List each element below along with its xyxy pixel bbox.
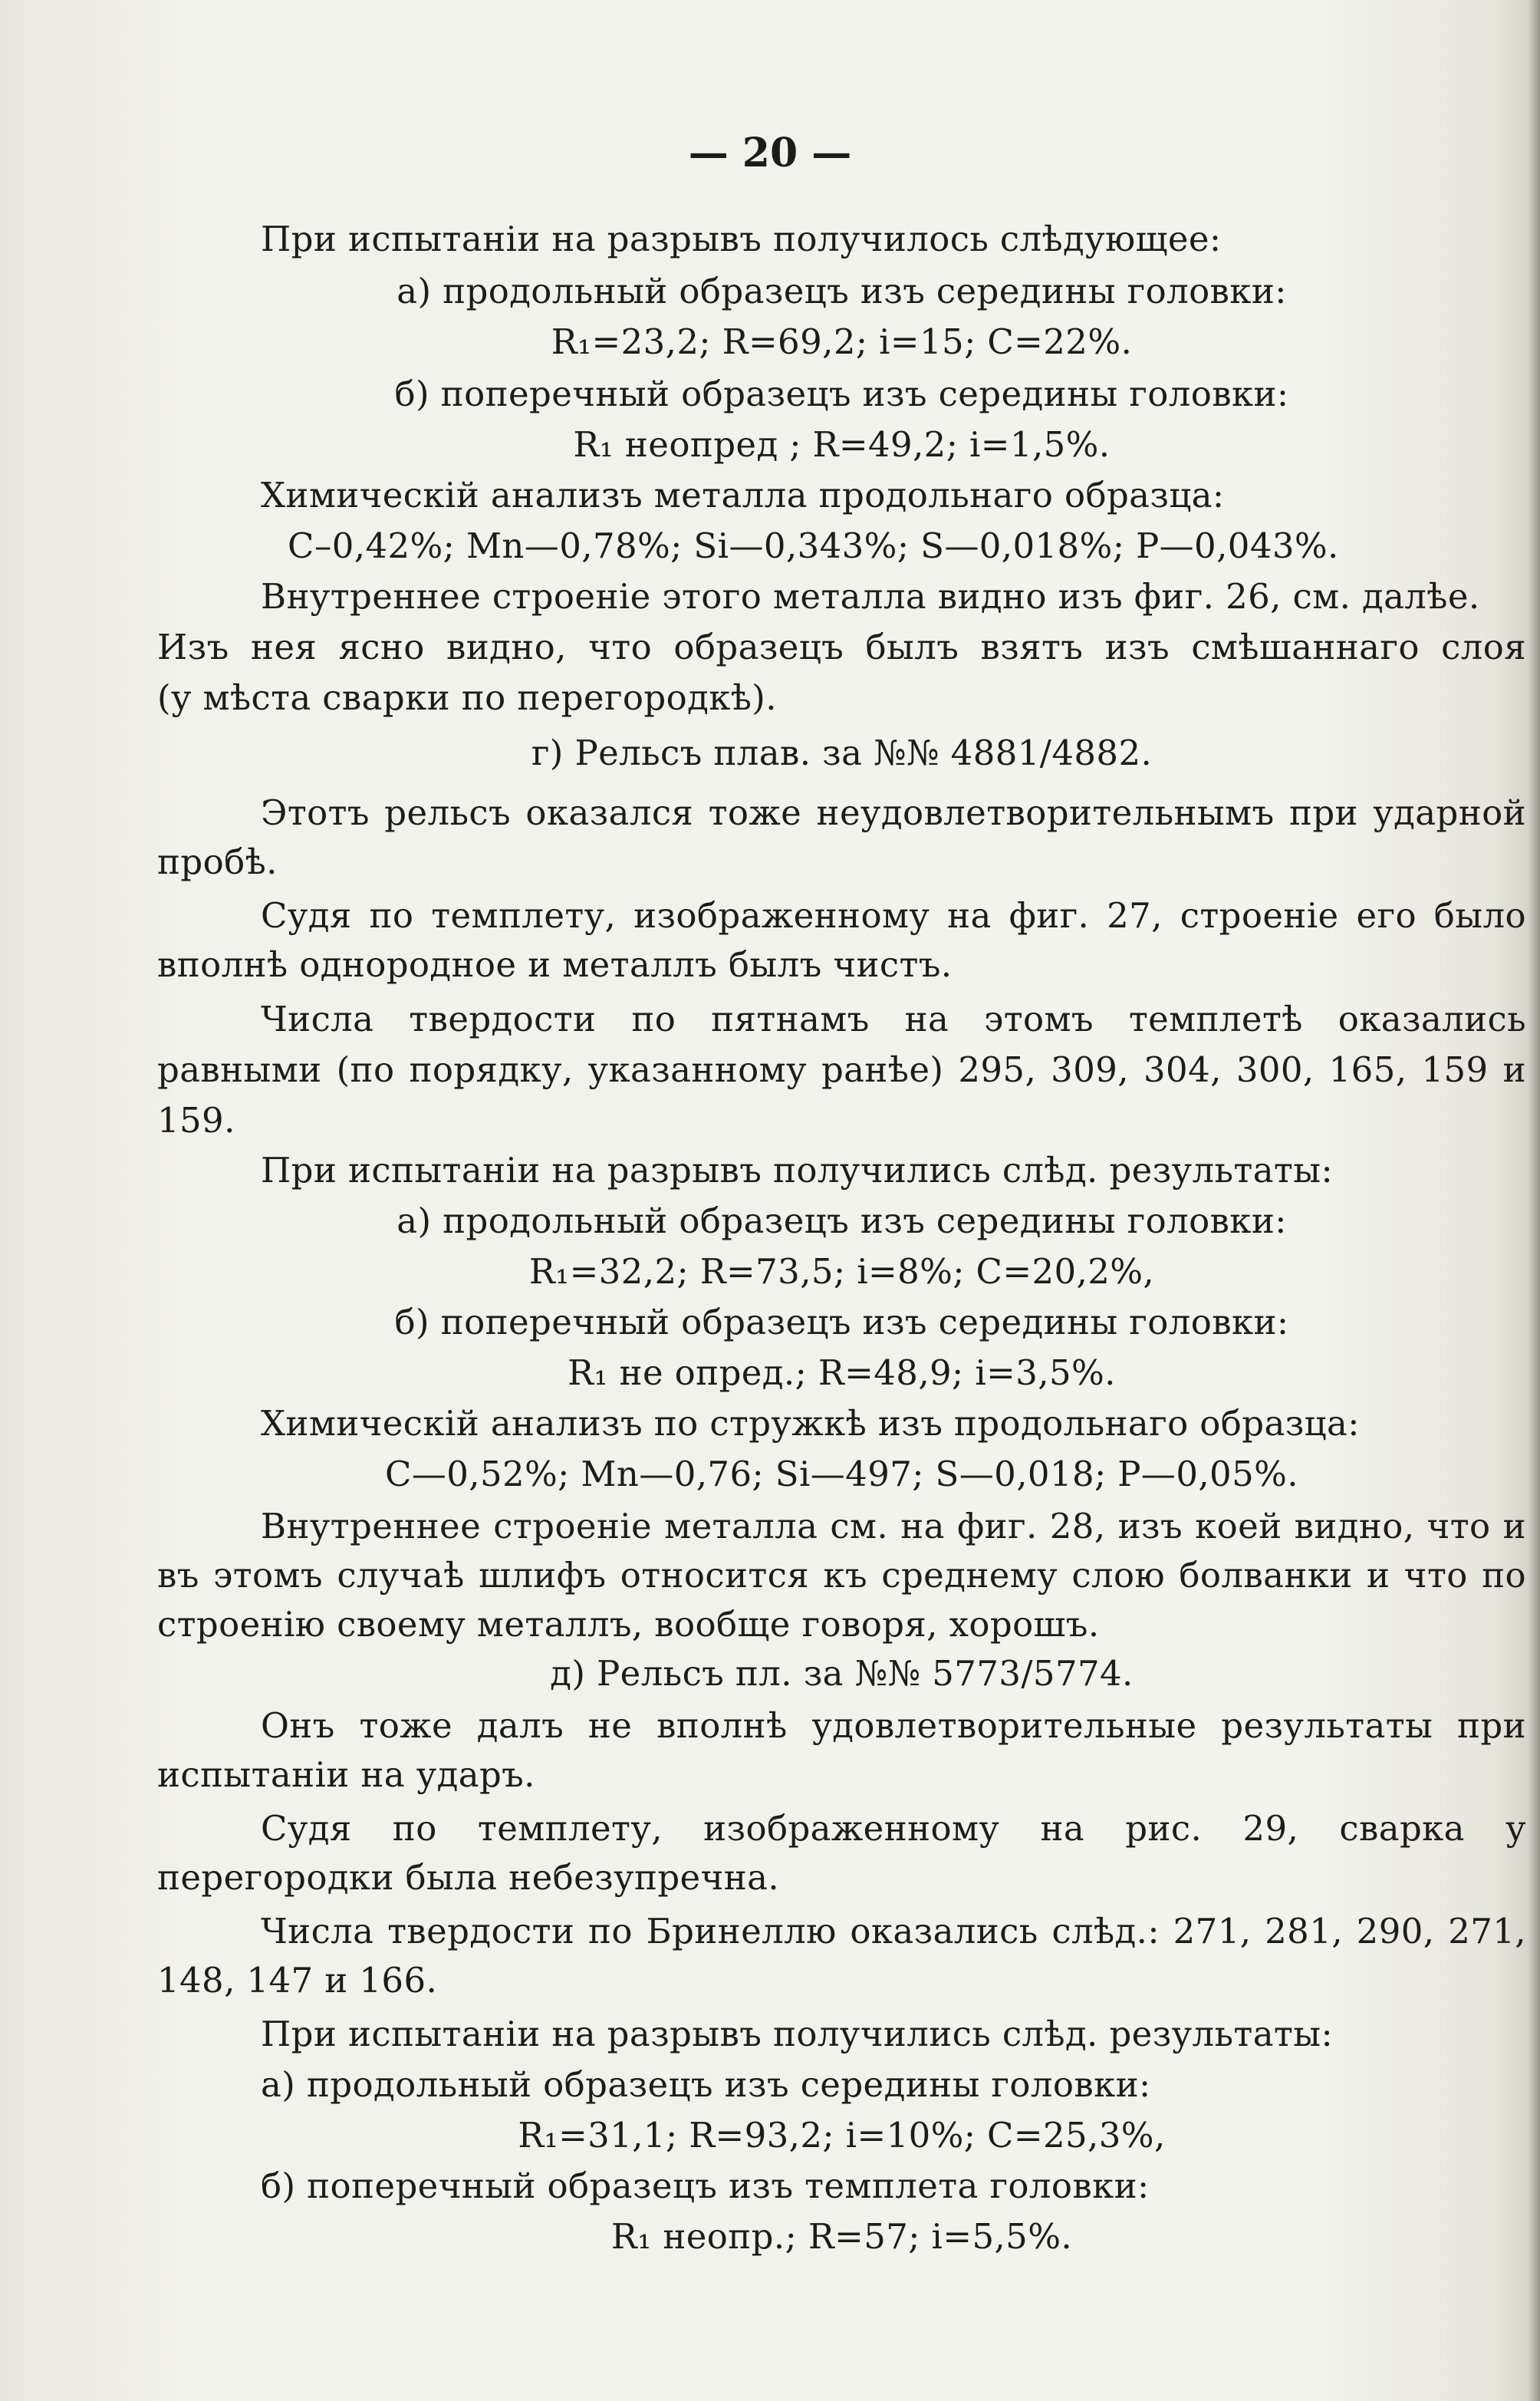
formula-line: R₁ неопр.; R=57; i=5,5%. (610, 2216, 1073, 2257)
formula-line: R₁=31,1; R=93,2; i=10%; C=25,3%, (518, 2115, 1166, 2156)
paragraph: Этотъ рельсъ оказался тоже неудовлетворительнымъ при ударной пробѣ. (157, 792, 1526, 882)
paragraph: Числа твердости по Бринеллю оказались слѣд.: 271, 281, 290, 271, 148, 147 и 166. (157, 1911, 1526, 2001)
formula-line: R₁=32,2; R=73,5; i=8%; C=20,2%, (528, 1251, 1155, 1292)
text-line: а) продольный образецъ изъ середины головки: (397, 1200, 1287, 1241)
text-line: (у мѣста сварки по перегородкѣ). (157, 677, 777, 718)
text-line: При испытаніи на разрывъ получились слѣд. результаты: (261, 1150, 1334, 1191)
paragraph: Онъ тоже далъ не вполнѣ удовлетворительные результаты при испытаніи на ударъ. (157, 1705, 1526, 1795)
text-line: а) продольный образецъ изъ середины головки: (261, 2064, 1151, 2105)
text-line: б) поперечный образецъ изъ темплета головки: (261, 2166, 1150, 2206)
text-line: б) поперечный образецъ изъ середины головки: (394, 1302, 1289, 1342)
formula-line: C–0,42%; Mn—0,78%; Si—0,343%; S—0,018%; P—0,043%. (288, 525, 1339, 566)
text-line: Химическій анализъ металла продольнаго образца: (261, 475, 1225, 515)
paragraph: Внутреннее строеніе металла см. на фиг. 28, изъ коей видно, что и въ этомъ случаѣ шлифъ относится къ среднему слою болванки и что по строенію своему металлъ, вообще говоря, хорошъ. (157, 1506, 1526, 1645)
page-number: — 20 — (688, 130, 852, 176)
formula-line: C—0,52%; Mn—0,76; Si—497; S—0,018; P—0,05%. (384, 1454, 1298, 1494)
text-line: Изъ нея ясно видно, что образецъ былъ взятъ изъ смѣшаннаго слоя (157, 627, 1526, 667)
text-line: а) продольный образецъ изъ середины головки: (397, 271, 1287, 311)
text-line: Внутреннее строеніе этого металла видно изъ фиг. 26, см. далѣе. (261, 576, 1480, 617)
paragraph: Судя по темплету, изображенному на рис. 29, сварка у перегородки была небезупречна. (157, 1808, 1526, 1898)
paragraph: Числа твердости по пятнамъ на этомъ темплетѣ оказались равными (по порядку, указанному ранѣе) 295, 309, 304, 300, 165, 159 и 159. (157, 999, 1526, 1141)
section-heading: г) Рельсъ плав. за №№ 4881/4882. (531, 733, 1153, 773)
formula-line: R₁ не опред.; R=48,9; i=3,5%. (568, 1352, 1116, 1393)
text-line: б) поперечный образецъ изъ середины головки: (394, 374, 1289, 414)
formula-line: R₁ неопред ; R=49,2; i=1,5%. (573, 424, 1111, 465)
text-line: При испытаніи на разрывъ получилось слѣдующее: (261, 219, 1222, 259)
text-line: При испытаніи на разрывъ получились слѣд. результаты: (261, 2014, 1334, 2054)
formula-line: R₁=23,2; R=69,2; i=15; C=22%. (551, 321, 1133, 362)
paragraph: Судя по темплету, изображенному на фиг. 27, строеніе его было вполнѣ однородное и металлъ былъ чистъ. (157, 895, 1526, 985)
section-heading: д) Рельсъ пл. за №№ 5773/5774. (550, 1653, 1134, 1694)
text-line: Химическій анализъ по стружкѣ изъ продольнаго образца: (261, 1403, 1360, 1444)
